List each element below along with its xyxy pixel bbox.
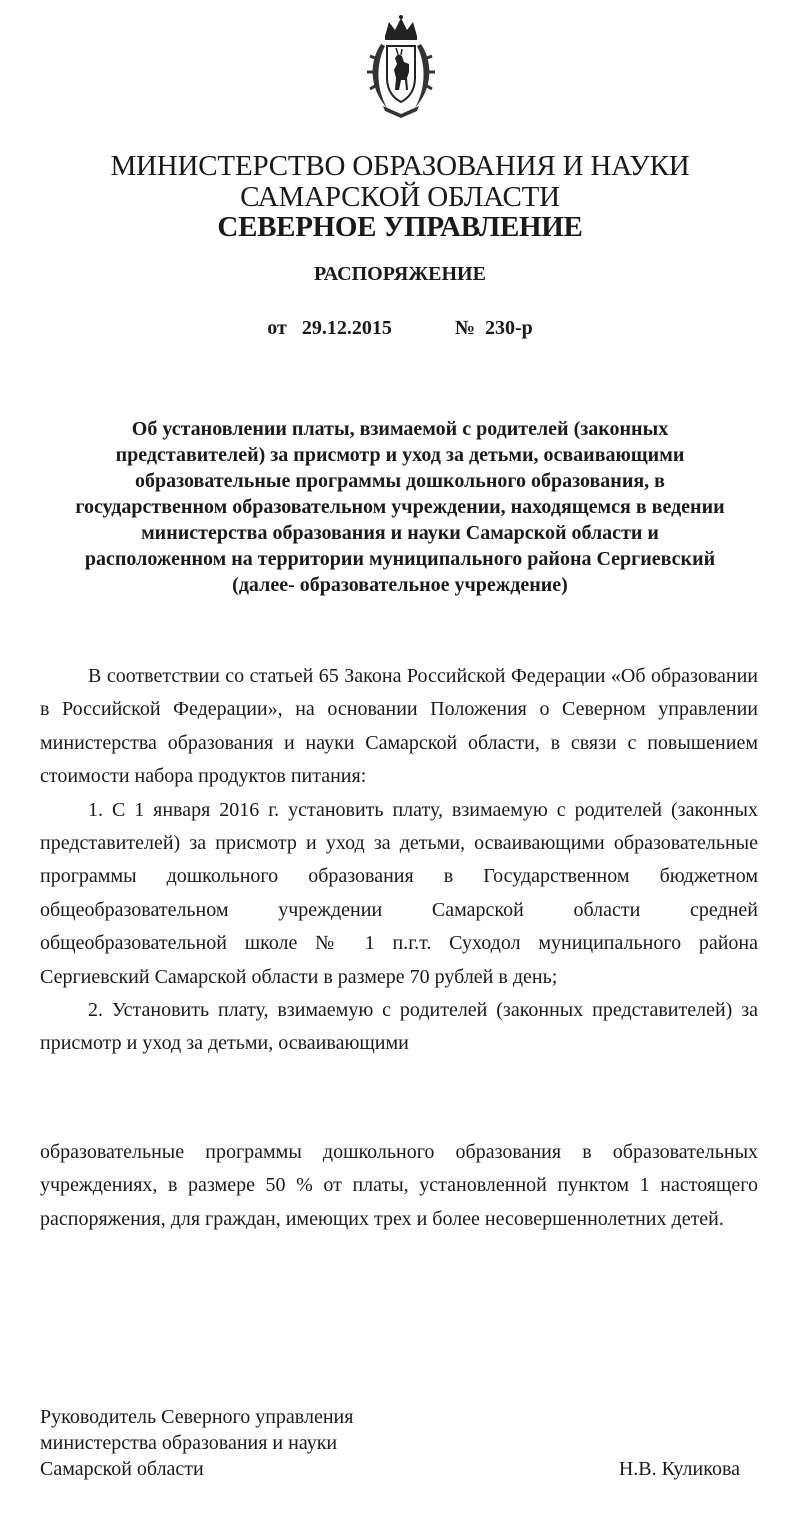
subject-line: (далее- образовательное учреждение) <box>232 574 568 596</box>
item-2-paragraph-end: образовательные программы дошкольного образования в образовательных учреждениях, в размере 50 % от платы, установленной пунктом 1 настоящего распоряжения, для граждан, имеющих трех и более несовершеннолетних детей. <box>40 1141 758 1230</box>
subject-line: образовательные программы дошкольного образования, в <box>135 470 665 492</box>
ministry-line-1: МИНИСТЕРСТВО ОБРАЗОВАНИЯ И НАУКИ <box>110 150 690 182</box>
item-2-paragraph-start: 2. Установить плату, взимаемую с родителей (законных представителей) за присмотр и уход за детьми, осваивающими <box>40 999 758 1055</box>
signature-position-line-1: Руководитель Северного управления <box>40 1406 354 1428</box>
document-body-page2 <box>40 1136 758 1236</box>
signature-position-line-2: министерства образования и науки <box>40 1432 338 1454</box>
signatory-name: Н.В. Куликова <box>618 1458 740 1480</box>
document-number: 230-р <box>484 317 533 339</box>
date-label: от <box>267 317 287 339</box>
ministry-line-2: САМАРСКОЙ ОБЛАСТИ <box>240 181 560 213</box>
signature-position-line-3: Самарской области <box>40 1458 204 1480</box>
signature-block <box>40 1404 740 1482</box>
document-body-page1 <box>40 660 758 1061</box>
date-number-line <box>0 318 800 338</box>
subject-line: Об установлении платы, взимаемой с родителей (законных <box>131 418 669 440</box>
coat-of-arms-icon <box>367 14 435 118</box>
subject-line: министерства образования и науки Самарской области и <box>141 522 659 544</box>
subject-line: расположенном на территории муниципального района Сергиевский <box>84 548 716 570</box>
document-type: РАСПОРЯЖЕНИЕ <box>314 263 486 285</box>
intro-paragraph: В соответствии со статьей 65 Закона Российской Федерации «Об образовании в Российской Федерации», на основании Положения о Северном управлении министерства образования и науки Самарской области, в связи с повышением стоимости набора продуктов питания: <box>40 665 758 788</box>
number-label: № <box>454 317 475 339</box>
document-subject <box>40 416 760 598</box>
subject-line: государственном образовательном учреждении, находящемся в ведении <box>75 496 725 518</box>
document-date: 29.12.2015 <box>301 317 392 339</box>
department-title: СЕВЕРНОЕ УПРАВЛЕНИЕ <box>217 211 583 243</box>
item-1-paragraph: 1. С 1 января 2016 г. установить плату, взимаемую с родителей (законных представителей) за присмотр и уход за детьми, осваивающими образовательные программы дошкольного образования в Государственном бюджетном общеобразовательном учреждении Самарской области средней общеобразовательной школе № 1 п.г.т. Суходол муниципального района Сергиевский Самарской области в размере 70 рублей в день; <box>40 798 758 988</box>
subject-line: представителей) за присмотр и уход за детьми, осваивающими <box>115 444 685 466</box>
